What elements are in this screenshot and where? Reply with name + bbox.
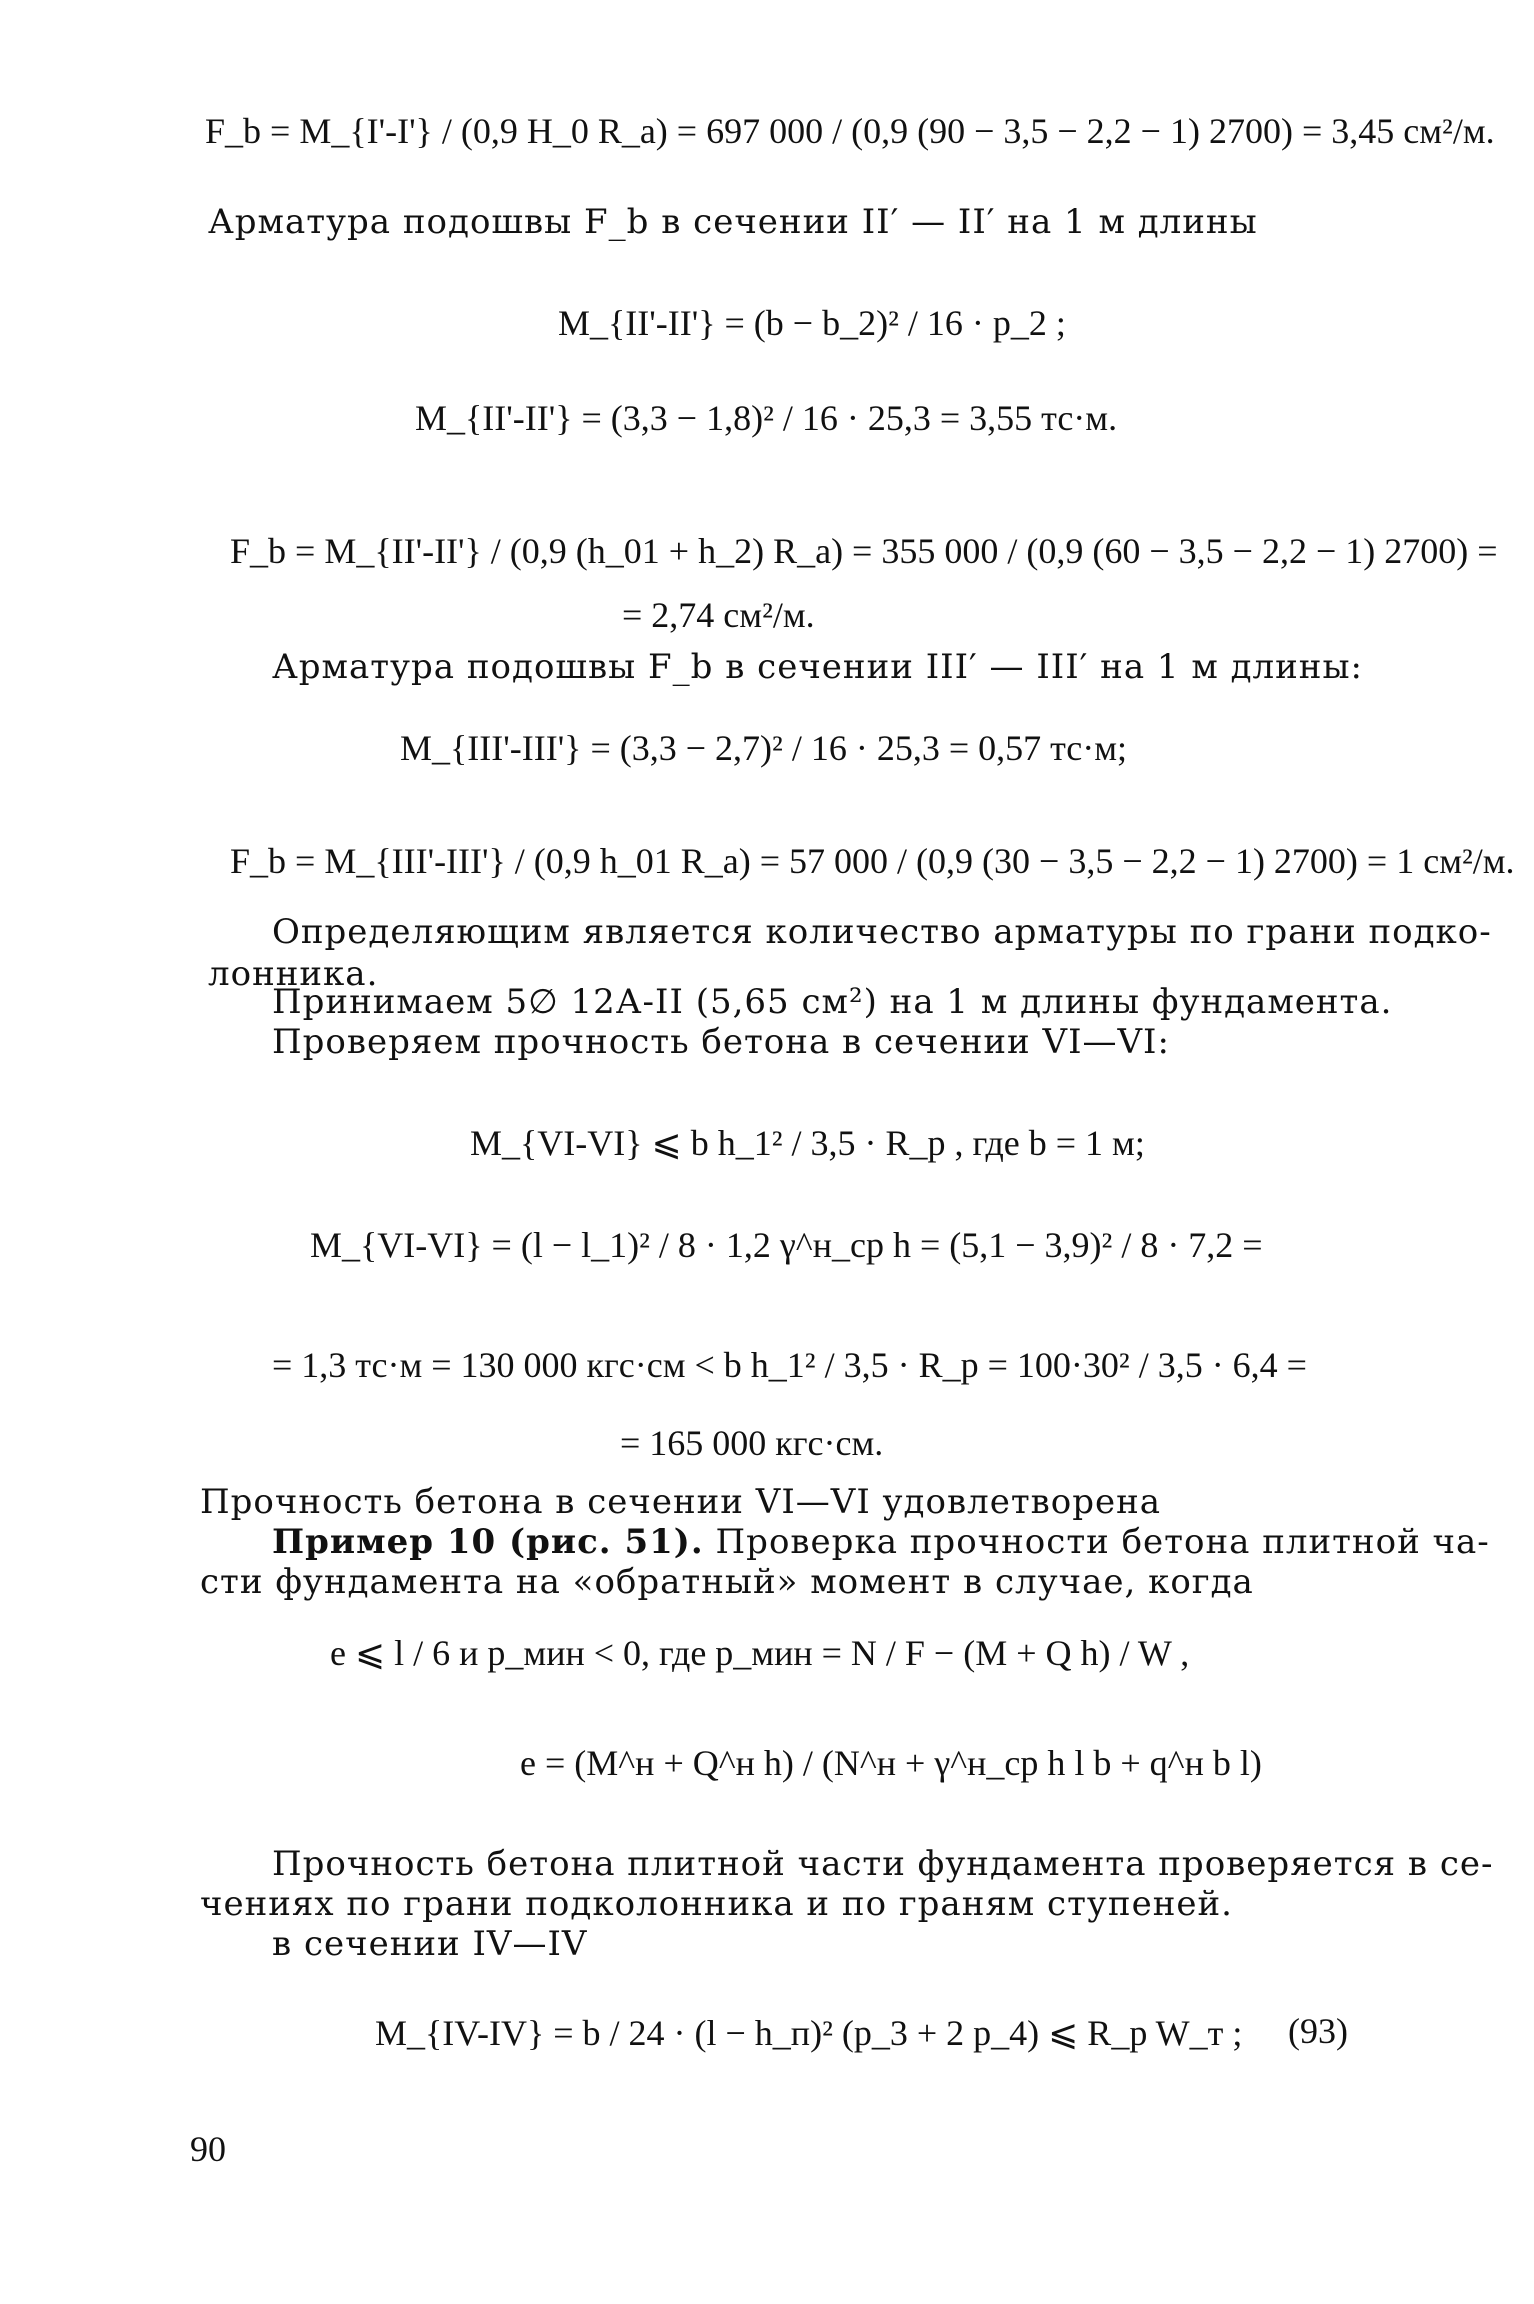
formula-m6-result: = 165 000 кгс·см. xyxy=(620,1423,884,1463)
example-heading: Пример 10 (рис. 51). xyxy=(272,1522,704,1562)
formula-m2-general: M_{II'-II'} = (b − b_2)² / 16 · p_2 ; xyxy=(558,303,1066,343)
paragraph-determining-2: лонника. xyxy=(208,954,379,994)
paragraph-section: в сечении IV—IV xyxy=(272,1924,588,1964)
paragraph-example-2: сти фундамента на «обратный» момент в случае, когда xyxy=(200,1562,1254,1602)
page-number: 90 xyxy=(190,2129,226,2169)
paragraph-strength-2: чениях по грани подколонника и по граням ступеней. xyxy=(200,1884,1233,1924)
formula-eccentricity: e = (M^н + Q^н h) / (N^н + γ^н_ср h l b + q^н b l) xyxy=(520,1743,1262,1783)
formula-m4: M_{IV-IV} = b / 24 · (l − h_п)² (p_3 + 2 p_4) ⩽ R_p W_т ; xyxy=(375,2013,1243,2053)
formula-m6-condition: M_{VI-VI} ⩽ b h_1² / 3,5 · R_p , где b = 1 м; xyxy=(470,1123,1145,1163)
paragraph-satisfied: Прочность бетона в сечении VI—VI удовлетворена xyxy=(200,1482,1162,1522)
formula-m6-compare: = 1,3 тс·м = 130 000 кгс·см < b h_1² / 3,5 · R_p = 100·30² / 3,5 · 6,4 = xyxy=(272,1345,1307,1385)
formula-fb-2-result: = 2,74 см²/м. xyxy=(622,595,815,635)
equation-number: (93) xyxy=(1288,2011,1348,2051)
formula-fb-3: F_b = M_{III'-III'} / (0,9 h_01 R_a) = 57 000 / (0,9 (30 − 3,5 − 2,2 − 1) 2700) = 1 см²/м. xyxy=(230,841,1515,881)
paragraph-accept: Принимаем 5∅ 12А-II (5,65 см²) на 1 м длины фундамента. xyxy=(272,982,1393,1022)
formula-m6-value: M_{VI-VI} = (l − l_1)² / 8 · 1,2 γ^н_ср h = (5,1 − 3,9)² / 8 · 7,2 = xyxy=(310,1225,1263,1265)
paragraph-determining-1: Определяющим является количество арматуры по грани подко- xyxy=(272,912,1492,952)
paragraph-armature-3: Арматура подошвы F_b в сечении III′ — III′ на 1 м длины: xyxy=(272,647,1363,687)
formula-fb-1: F_b = M_{I'-I'} / (0,9 H_0 R_a) = 697 000 / (0,9 (90 − 3,5 − 2,2 − 1) 2700) = 3,45 см²/м. xyxy=(205,111,1495,151)
paragraph-check: Проверяем прочность бетона в сечении VI—VI: xyxy=(272,1022,1170,1062)
formula-m2-value: M_{II'-II'} = (3,3 − 1,8)² / 16 · 25,3 = 3,55 тс·м. xyxy=(415,398,1118,438)
formula-fb-2: F_b = M_{II'-II'} / (0,9 (h_01 + h_2) R_a) = 355 000 / (0,9 (60 − 3,5 − 2,2 − 1) 2700) = xyxy=(230,531,1498,571)
paragraph-example xyxy=(272,1520,1490,1564)
paragraph-strength-1: Прочность бетона плитной части фундамента проверяется в се- xyxy=(272,1844,1494,1884)
paragraph-armature-2: Арматура подошвы F_b в сечении II′ — II′ на 1 м длины xyxy=(208,202,1258,242)
example-text: Проверка прочности бетона плитной ча- xyxy=(703,1522,1490,1562)
formula-eccentricity-condition: e ⩽ l / 6 и p_мин < 0, где p_мин = N / F − (M + Q h) / W , xyxy=(330,1633,1190,1673)
formula-m3-value: M_{III'-III'} = (3,3 − 2,7)² / 16 · 25,3 = 0,57 тс·м; xyxy=(400,728,1128,768)
